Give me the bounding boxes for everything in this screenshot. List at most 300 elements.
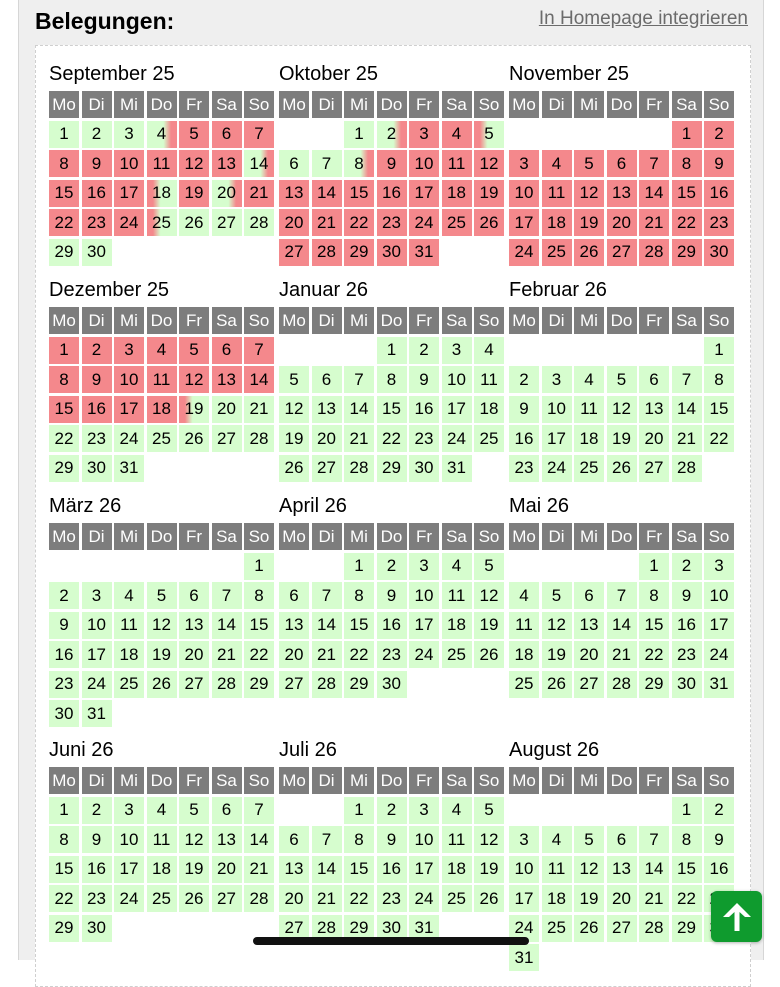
day-cell[interactable]: 16	[377, 612, 407, 639]
day-cell[interactable]: 4	[542, 826, 572, 853]
day-cell[interactable]: 2	[82, 121, 112, 148]
day-cell[interactable]: 6	[279, 582, 309, 609]
day-cell[interactable]: 18	[574, 425, 604, 452]
day-cell[interactable]: 14	[607, 612, 637, 639]
day-cell[interactable]: 11	[147, 366, 177, 393]
day-cell[interactable]: 2	[377, 553, 407, 580]
day-cell[interactable]: 18	[542, 209, 572, 236]
day-cell[interactable]: 15	[344, 180, 374, 207]
day-cell[interactable]: 8	[49, 366, 79, 393]
day-cell[interactable]: 22	[244, 641, 274, 668]
day-cell[interactable]: 31	[114, 455, 144, 482]
day-cell[interactable]: 12	[179, 826, 209, 853]
day-cell[interactable]: 26	[474, 209, 504, 236]
day-cell[interactable]: 13	[212, 366, 242, 393]
day-cell[interactable]: 10	[409, 150, 439, 177]
day-cell[interactable]: 5	[279, 366, 309, 393]
day-cell[interactable]: 30	[409, 455, 439, 482]
day-cell[interactable]: 8	[344, 826, 374, 853]
day-cell[interactable]: 27	[179, 671, 209, 698]
day-cell[interactable]: 1	[672, 121, 702, 148]
day-cell[interactable]: 5	[607, 366, 637, 393]
day-cell[interactable]: 11	[509, 612, 539, 639]
day-cell[interactable]: 3	[442, 337, 472, 364]
day-cell[interactable]: 19	[179, 856, 209, 883]
day-cell[interactable]: 3	[114, 121, 144, 148]
day-cell[interactable]: 21	[344, 425, 374, 452]
day-cell[interactable]: 1	[377, 337, 407, 364]
day-cell[interactable]: 10	[509, 180, 539, 207]
day-cell[interactable]: 10	[704, 582, 734, 609]
day-cell[interactable]: 9	[409, 366, 439, 393]
day-cell[interactable]: 26	[147, 671, 177, 698]
day-cell[interactable]: 15	[344, 612, 374, 639]
day-cell[interactable]: 30	[49, 700, 79, 727]
day-cell[interactable]: 11	[542, 180, 572, 207]
day-cell[interactable]: 5	[147, 582, 177, 609]
day-cell[interactable]: 19	[474, 180, 504, 207]
day-cell[interactable]: 15	[639, 612, 669, 639]
day-cell[interactable]: 17	[442, 396, 472, 423]
day-cell[interactable]: 21	[212, 641, 242, 668]
day-cell[interactable]: 19	[607, 425, 637, 452]
day-cell[interactable]: 1	[49, 797, 79, 824]
day-cell[interactable]: 29	[344, 915, 374, 942]
day-cell[interactable]: 25	[442, 885, 472, 912]
day-cell[interactable]: 13	[279, 856, 309, 883]
day-cell[interactable]: 28	[244, 425, 274, 452]
day-cell[interactable]: 30	[82, 455, 112, 482]
day-cell[interactable]: 6	[212, 797, 242, 824]
day-cell[interactable]: 14	[639, 856, 669, 883]
day-cell[interactable]: 6	[179, 582, 209, 609]
day-cell[interactable]: 23	[672, 641, 702, 668]
day-cell[interactable]: 7	[672, 366, 702, 393]
day-cell[interactable]: 11	[574, 396, 604, 423]
day-cell[interactable]: 13	[279, 612, 309, 639]
day-cell[interactable]: 17	[542, 425, 572, 452]
day-cell[interactable]: 28	[312, 239, 342, 266]
day-cell[interactable]: 2	[704, 797, 734, 824]
day-cell[interactable]: 5	[179, 121, 209, 148]
day-cell[interactable]: 4	[574, 366, 604, 393]
day-cell[interactable]: 11	[542, 856, 572, 883]
day-cell[interactable]: 16	[82, 180, 112, 207]
day-cell[interactable]: 21	[244, 856, 274, 883]
day-cell[interactable]: 13	[607, 180, 637, 207]
day-cell[interactable]: 2	[672, 553, 702, 580]
day-cell[interactable]: 3	[542, 366, 572, 393]
day-cell[interactable]: 5	[474, 121, 504, 148]
day-cell[interactable]: 26	[574, 239, 604, 266]
day-cell[interactable]: 15	[49, 180, 79, 207]
day-cell[interactable]: 11	[442, 582, 472, 609]
day-cell[interactable]: 7	[607, 582, 637, 609]
day-cell[interactable]: 12	[474, 150, 504, 177]
day-cell[interactable]: 26	[179, 885, 209, 912]
day-cell[interactable]: 12	[607, 396, 637, 423]
day-cell[interactable]: 21	[607, 641, 637, 668]
day-cell[interactable]: 29	[49, 239, 79, 266]
day-cell[interactable]: 28	[344, 455, 374, 482]
day-cell[interactable]: 24	[114, 425, 144, 452]
day-cell[interactable]: 3	[704, 553, 734, 580]
day-cell[interactable]: 23	[377, 641, 407, 668]
day-cell[interactable]: 8	[672, 826, 702, 853]
day-cell[interactable]: 13	[212, 826, 242, 853]
day-cell[interactable]: 17	[114, 180, 144, 207]
day-cell[interactable]: 9	[82, 826, 112, 853]
day-cell[interactable]: 27	[607, 915, 637, 942]
day-cell[interactable]: 23	[377, 885, 407, 912]
day-cell[interactable]: 17	[114, 396, 144, 423]
day-cell[interactable]: 29	[639, 671, 669, 698]
day-cell[interactable]: 22	[49, 209, 79, 236]
day-cell[interactable]: 26	[574, 915, 604, 942]
day-cell[interactable]: 16	[82, 396, 112, 423]
day-cell[interactable]: 13	[312, 396, 342, 423]
day-cell[interactable]: 13	[639, 396, 669, 423]
day-cell[interactable]: 26	[474, 641, 504, 668]
day-cell[interactable]: 20	[212, 180, 242, 207]
day-cell[interactable]: 24	[509, 239, 539, 266]
day-cell[interactable]: 19	[574, 885, 604, 912]
day-cell[interactable]: 9	[672, 582, 702, 609]
day-cell[interactable]: 29	[344, 671, 374, 698]
day-cell[interactable]: 24	[409, 209, 439, 236]
day-cell[interactable]: 19	[474, 856, 504, 883]
day-cell[interactable]: 1	[244, 553, 274, 580]
day-cell[interactable]: 10	[509, 856, 539, 883]
day-cell[interactable]: 11	[474, 366, 504, 393]
day-cell[interactable]: 30	[377, 671, 407, 698]
day-cell[interactable]: 29	[672, 915, 702, 942]
day-cell[interactable]: 25	[542, 239, 572, 266]
day-cell[interactable]: 6	[279, 150, 309, 177]
day-cell[interactable]: 6	[212, 337, 242, 364]
day-cell[interactable]: 21	[312, 641, 342, 668]
day-cell[interactable]: 8	[344, 582, 374, 609]
day-cell[interactable]: 10	[114, 826, 144, 853]
day-cell[interactable]: 30	[82, 239, 112, 266]
day-cell[interactable]: 1	[49, 337, 79, 364]
day-cell[interactable]: 10	[82, 612, 112, 639]
day-cell[interactable]: 26	[474, 885, 504, 912]
day-cell[interactable]: 27	[212, 209, 242, 236]
day-cell[interactable]: 24	[409, 885, 439, 912]
day-cell[interactable]: 25	[147, 425, 177, 452]
day-cell[interactable]: 29	[672, 239, 702, 266]
day-cell[interactable]: 28	[244, 209, 274, 236]
day-cell[interactable]: 28	[672, 455, 702, 482]
day-cell[interactable]: 28	[639, 239, 669, 266]
day-cell[interactable]: 24	[409, 641, 439, 668]
day-cell[interactable]: 10	[442, 366, 472, 393]
day-cell[interactable]: 17	[82, 641, 112, 668]
day-cell[interactable]: 19	[179, 396, 209, 423]
day-cell[interactable]: 8	[672, 150, 702, 177]
day-cell[interactable]: 12	[474, 826, 504, 853]
day-cell[interactable]: 4	[542, 150, 572, 177]
day-cell[interactable]: 25	[442, 209, 472, 236]
day-cell[interactable]: 20	[212, 396, 242, 423]
day-cell[interactable]: 20	[279, 209, 309, 236]
day-cell[interactable]: 8	[49, 826, 79, 853]
day-cell[interactable]: 6	[639, 366, 669, 393]
day-cell[interactable]: 7	[639, 150, 669, 177]
day-cell[interactable]: 8	[244, 582, 274, 609]
day-cell[interactable]: 18	[442, 180, 472, 207]
day-cell[interactable]: 5	[474, 797, 504, 824]
day-cell[interactable]: 9	[704, 826, 734, 853]
day-cell[interactable]: 27	[574, 671, 604, 698]
day-cell[interactable]: 18	[147, 180, 177, 207]
day-cell[interactable]: 22	[344, 885, 374, 912]
day-cell[interactable]: 27	[212, 425, 242, 452]
day-cell[interactable]: 22	[344, 209, 374, 236]
day-cell[interactable]: 21	[639, 209, 669, 236]
day-cell[interactable]: 15	[672, 856, 702, 883]
day-cell[interactable]: 28	[212, 671, 242, 698]
day-cell[interactable]: 27	[312, 455, 342, 482]
day-cell[interactable]: 26	[179, 425, 209, 452]
day-cell[interactable]: 23	[704, 209, 734, 236]
day-cell[interactable]: 11	[442, 826, 472, 853]
day-cell[interactable]: 21	[312, 209, 342, 236]
day-cell[interactable]: 3	[409, 797, 439, 824]
day-cell[interactable]: 2	[377, 797, 407, 824]
day-cell[interactable]: 18	[442, 856, 472, 883]
day-cell[interactable]: 28	[312, 671, 342, 698]
day-cell[interactable]: 18	[442, 612, 472, 639]
day-cell[interactable]: 19	[542, 641, 572, 668]
day-cell[interactable]: 23	[409, 425, 439, 452]
day-cell[interactable]: 5	[474, 553, 504, 580]
day-cell[interactable]: 14	[672, 396, 702, 423]
day-cell[interactable]: 20	[607, 209, 637, 236]
day-cell[interactable]: 16	[704, 856, 734, 883]
day-cell[interactable]: 24	[114, 885, 144, 912]
day-cell[interactable]: 27	[607, 239, 637, 266]
day-cell[interactable]: 30	[377, 915, 407, 942]
day-cell[interactable]: 17	[409, 180, 439, 207]
day-cell[interactable]: 16	[377, 856, 407, 883]
day-cell[interactable]: 1	[704, 337, 734, 364]
day-cell[interactable]: 18	[114, 641, 144, 668]
day-cell[interactable]: 31	[509, 944, 539, 971]
day-cell[interactable]: 22	[672, 209, 702, 236]
day-cell[interactable]: 26	[179, 209, 209, 236]
day-cell[interactable]: 13	[574, 612, 604, 639]
day-cell[interactable]: 11	[114, 612, 144, 639]
day-cell[interactable]: 25	[114, 671, 144, 698]
day-cell[interactable]: 23	[82, 209, 112, 236]
day-cell[interactable]: 7	[244, 121, 274, 148]
day-cell[interactable]: 17	[409, 856, 439, 883]
day-cell[interactable]: 30	[82, 915, 112, 942]
day-cell[interactable]: 7	[312, 826, 342, 853]
day-cell[interactable]: 9	[49, 612, 79, 639]
day-cell[interactable]: 12	[574, 180, 604, 207]
day-cell[interactable]: 7	[344, 366, 374, 393]
day-cell[interactable]: 22	[704, 425, 734, 452]
day-cell[interactable]: 31	[409, 915, 439, 942]
day-cell[interactable]: 22	[49, 425, 79, 452]
day-cell[interactable]: 5	[542, 582, 572, 609]
day-cell[interactable]: 20	[312, 425, 342, 452]
day-cell[interactable]: 29	[377, 455, 407, 482]
day-cell[interactable]: 10	[114, 366, 144, 393]
day-cell[interactable]: 12	[279, 396, 309, 423]
day-cell[interactable]: 3	[509, 826, 539, 853]
day-cell[interactable]: 13	[607, 856, 637, 883]
day-cell[interactable]: 2	[377, 121, 407, 148]
day-cell[interactable]: 16	[509, 425, 539, 452]
day-cell[interactable]: 3	[409, 553, 439, 580]
day-cell[interactable]: 25	[509, 671, 539, 698]
day-cell[interactable]: 15	[704, 396, 734, 423]
day-cell[interactable]: 4	[509, 582, 539, 609]
day-cell[interactable]: 16	[377, 180, 407, 207]
day-cell[interactable]: 20	[212, 856, 242, 883]
day-cell[interactable]: 1	[344, 553, 374, 580]
day-cell[interactable]: 3	[509, 150, 539, 177]
day-cell[interactable]: 24	[82, 671, 112, 698]
day-cell[interactable]: 24	[704, 641, 734, 668]
day-cell[interactable]: 15	[377, 396, 407, 423]
day-cell[interactable]: 27	[279, 915, 309, 942]
day-cell[interactable]: 9	[82, 150, 112, 177]
day-cell[interactable]: 19	[474, 612, 504, 639]
day-cell[interactable]: 31	[442, 455, 472, 482]
day-cell[interactable]: 2	[82, 797, 112, 824]
day-cell[interactable]: 13	[179, 612, 209, 639]
day-cell[interactable]: 6	[312, 366, 342, 393]
day-cell[interactable]: 7	[244, 337, 274, 364]
day-cell[interactable]: 25	[147, 885, 177, 912]
day-cell[interactable]: 9	[509, 396, 539, 423]
day-cell[interactable]: 14	[244, 150, 274, 177]
day-cell[interactable]: 1	[49, 121, 79, 148]
day-cell[interactable]: 17	[704, 612, 734, 639]
day-cell[interactable]: 23	[82, 885, 112, 912]
day-cell[interactable]: 1	[344, 121, 374, 148]
day-cell[interactable]: 20	[179, 641, 209, 668]
day-cell[interactable]: 27	[279, 239, 309, 266]
day-cell[interactable]: 23	[509, 455, 539, 482]
day-cell[interactable]: 30	[672, 671, 702, 698]
day-cell[interactable]: 7	[312, 582, 342, 609]
day-cell[interactable]: 8	[344, 150, 374, 177]
day-cell[interactable]: 7	[212, 582, 242, 609]
day-cell[interactable]: 6	[574, 582, 604, 609]
day-cell[interactable]: 7	[244, 797, 274, 824]
day-cell[interactable]: 9	[82, 366, 112, 393]
day-cell[interactable]: 14	[312, 856, 342, 883]
day-cell[interactable]: 10	[114, 150, 144, 177]
day-cell[interactable]: 8	[377, 366, 407, 393]
day-cell[interactable]: 22	[49, 885, 79, 912]
day-cell[interactable]: 14	[312, 180, 342, 207]
day-cell[interactable]: 21	[639, 885, 669, 912]
day-cell[interactable]: 18	[542, 885, 572, 912]
day-cell[interactable]: 4	[474, 337, 504, 364]
day-cell[interactable]: 5	[179, 797, 209, 824]
integrate-homepage-link[interactable]: In Homepage integrieren	[538, 8, 748, 29]
day-cell[interactable]: 3	[409, 121, 439, 148]
day-cell[interactable]: 29	[49, 455, 79, 482]
day-cell[interactable]: 15	[672, 180, 702, 207]
day-cell[interactable]: 25	[474, 425, 504, 452]
day-cell[interactable]: 11	[147, 826, 177, 853]
day-cell[interactable]: 28	[244, 885, 274, 912]
day-cell[interactable]: 14	[639, 180, 669, 207]
day-cell[interactable]: 4	[442, 121, 472, 148]
day-cell[interactable]: 17	[509, 209, 539, 236]
day-cell[interactable]: 23	[377, 209, 407, 236]
day-cell[interactable]: 18	[147, 856, 177, 883]
day-cell[interactable]: 17	[409, 612, 439, 639]
day-cell[interactable]: 2	[82, 337, 112, 364]
day-cell[interactable]: 13	[212, 150, 242, 177]
day-cell[interactable]: 16	[704, 180, 734, 207]
day-cell[interactable]: 28	[639, 915, 669, 942]
day-cell[interactable]: 20	[279, 885, 309, 912]
day-cell[interactable]: 20	[639, 425, 669, 452]
day-cell[interactable]: 10	[409, 826, 439, 853]
day-cell[interactable]: 5	[574, 150, 604, 177]
day-cell[interactable]: 25	[147, 209, 177, 236]
day-cell[interactable]: 19	[147, 641, 177, 668]
day-cell[interactable]: 18	[474, 396, 504, 423]
day-cell[interactable]: 28	[312, 915, 342, 942]
day-cell[interactable]: 25	[442, 641, 472, 668]
day-cell[interactable]: 13	[279, 180, 309, 207]
day-cell[interactable]: 20	[607, 885, 637, 912]
day-cell[interactable]: 4	[442, 797, 472, 824]
day-cell[interactable]: 5	[574, 826, 604, 853]
day-cell[interactable]: 10	[409, 582, 439, 609]
day-cell[interactable]: 2	[509, 366, 539, 393]
day-cell[interactable]: 29	[244, 671, 274, 698]
day-cell[interactable]: 7	[639, 826, 669, 853]
day-cell[interactable]: 9	[704, 150, 734, 177]
day-cell[interactable]: 27	[212, 885, 242, 912]
day-cell[interactable]: 21	[244, 396, 274, 423]
day-cell[interactable]: 26	[279, 455, 309, 482]
day-cell[interactable]: 24	[442, 425, 472, 452]
day-cell[interactable]: 25	[542, 915, 572, 942]
day-cell[interactable]: 2	[409, 337, 439, 364]
day-cell[interactable]: 22	[344, 641, 374, 668]
day-cell[interactable]: 4	[442, 553, 472, 580]
day-cell[interactable]: 22	[672, 885, 702, 912]
day-cell[interactable]: 20	[279, 641, 309, 668]
day-cell[interactable]: 4	[147, 121, 177, 148]
day-cell[interactable]: 3	[114, 337, 144, 364]
day-cell[interactable]: 20	[574, 641, 604, 668]
day-cell[interactable]: 23	[82, 425, 112, 452]
day-cell[interactable]: 7	[312, 150, 342, 177]
day-cell[interactable]: 8	[704, 366, 734, 393]
day-cell[interactable]: 22	[639, 641, 669, 668]
day-cell[interactable]: 16	[672, 612, 702, 639]
day-cell[interactable]: 16	[82, 856, 112, 883]
day-cell[interactable]: 22	[377, 425, 407, 452]
day-cell[interactable]: 10	[542, 396, 572, 423]
day-cell[interactable]: 5	[179, 337, 209, 364]
day-cell[interactable]: 26	[542, 671, 572, 698]
